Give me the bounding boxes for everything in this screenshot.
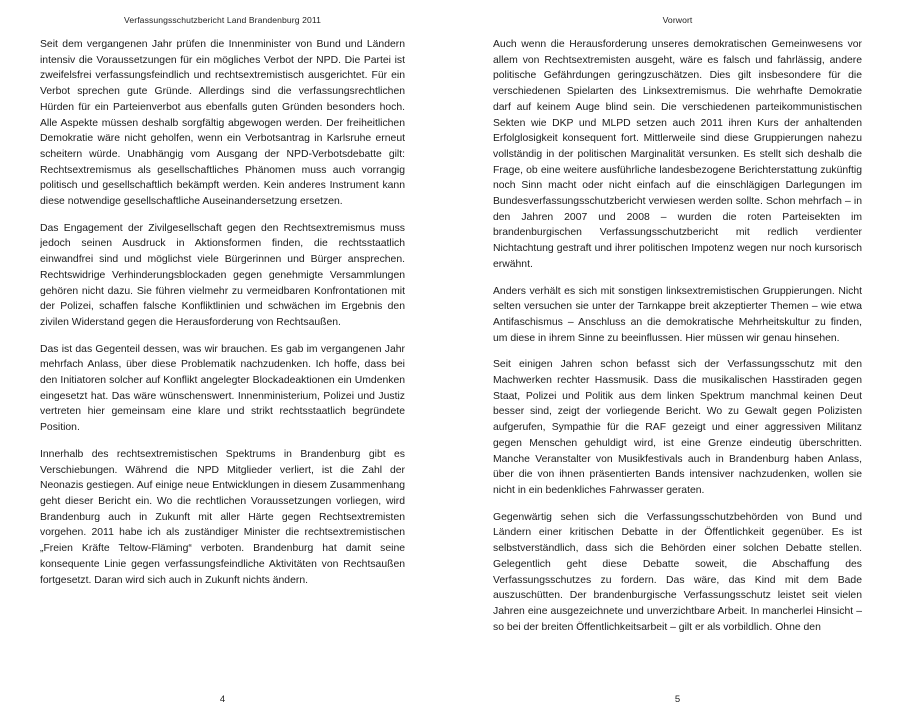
paragraph: Seit einigen Jahren schon befasst sich der Verfassungsschutz mit den Machwerken rechter Hassmusik. Dass die musikalischen Hasstiraden gegen Staat, Polizei und Politik aus dem linken Spektrum manchmal keinen Deut besser sind, zeigt der vorliegende Bericht. Wo zu Gewalt gegen Polizisten aufgerufen, Sympathie für die RAF gezeigt und einer aggressiven Militanz gegen Menschen gehuldigt wird, ist eine Grenze eindeutig überschritten. Manche Veranstalter von Musikfestivals auch in Brandenburg haben Anlass, über die von ihnen präsentierten Bands intensiver nachzudenken, wollen sie nicht in ein bedenkliches Fahrwasser geraten. xyxy=(493,359,862,496)
page-number-right: 5 xyxy=(674,694,681,705)
running-header-right: Vorwort xyxy=(662,15,693,25)
paragraph: Anders verhält es sich mit sonstigen linksextremistischen Gruppierungen. Nicht selten versuchen sie unter der Tarnkappe breit akzeptierter Themen – wie etwa Antifaschismus – Anschluss an die demokratische Mehrheitskultur zu finden, um diese in ihrem Sinne zu beeinflussen. Hier müssen wir genau hinsehen. xyxy=(493,285,862,344)
paragraph: Auch wenn die Herausforderung unseres demokratischen Gemeinwesens vor allem von Rechtsextremisten ausgeht, wäre es falsch und fahrlässig, andere politische Gefährdungen geringzuschätzen. Dies gilt insbesondere für die verschiedenen Spielarten des Linksextremismus. Die wehrhafte Demokratie darf auf keinem Auge blind sein. Die verschiedenen parteikommunistischen Sekten wie DKP und MLPD setzen auch 2011 ihren Kurs der anhaltenden Erfolglosigkeit konsequent fort. Mittlerweile sind diese Gruppierungen nahezu vollständig in der politischen Marginalität versunken. Es stellt sich deshalb die Frage, ob eine weitere ausführliche landesbezogene Berichterstattung zukünftig noch Sinn macht oder nicht einfach auf die einschlägigen Darlegungen im Bundesverfassungsschutzbericht verwiesen werden sollte. Schon mehrfach – in den Jahren 2007 und 2008 – wurden die roten Parteisekten im brandenburgischen Verfassungsschutzbericht mit redlich verdienter Nichtachtung gestraft und ihrer politischen Impotenz wegen nur noch kursorisch erwähnt. xyxy=(493,39,862,270)
page-body-left xyxy=(40,37,405,692)
page-body-right xyxy=(493,37,862,692)
paragraph: Gegenwärtig sehen sich die Verfassungsschutzbehörden von Bund und Ländern einer kritischen Debatte in der Öffentlichkeit gegenüber. Es ist selbstverständlich, dass sich die Behörden einer solchen Debatte stellen. Gelegentlich geht diese Debatte soweit, die Abschaffung des Verfassungsschutzes zu fordern. Das wäre, das Kind mit dem Bade auszuschütten. Der brandenburgische Verfassungsschutz leistet seit vielen Jahren eine ausgezeichnete und unverzichtbare Arbeit. In mancherlei Hinsicht – so bei der breiten Öffentlichkeitsarbeit – gilt er als vorbildlich. Ohne den xyxy=(493,511,862,633)
page-right xyxy=(450,0,900,712)
paragraph: Innerhalb des rechtsextremistischen Spektrums in Brandenburg gibt es Verschiebungen. Während die NPD Mitglieder verliert, ist die Zahl der Neonazis gestiegen. Auf einige neue Entwicklungen in diesem Zusammenhang geht dieser Bericht ein. Wo die rechtlichen Voraussetzungen vorliegen, wird Brandenburg auch in Zukunft mit aller Härte gegen Rechtsextremisten vorgehen. 2011 habe ich als zuständiger Minister die rechtsextremistischen „Freien Kräfte Teltow-Fläming“ verboten. Brandenburg hat damit seine konsequente Linie gegen verfassungsfeindliche Aktivitäten von Rechtsaußen fortgesetzt. Daran wird sich auch in Zukunft nichts ändern. xyxy=(40,448,405,586)
paragraph: Seit dem vergangenen Jahr prüfen die Innenminister von Bund und Ländern intensiv die Voraussetzungen für ein mögliches Verbot der NPD. Die Partei ist zweifelsfrei verfassungsfeindlich und rechtsextremistisch ausgerichtet. Für ein Verbot sprechen gute Gründe. Allerdings sind die verfassungsrechtlichen Hürden für ein Parteienverbot aus ebenfalls guten Gründen besonders hoch. Alle Aspekte müssen deshalb sorgfältig abgewogen werden. Der freiheitlichen Demokratie wäre nicht geholfen, wenn ein Verbotsantrag in Karlsruhe erneut scheitern würde. Unabhängig vom Ausgang der NPD-Verbotsdebatte gilt: Rechtsextremismus als gesellschaftliches Phänomen muss auch vorrangig politisch und gesellschaftlich bekämpft werden. Kein anderes Instrument kann diese notwendige gesellschaftliche Auseinandersetzung ersetzen. xyxy=(40,39,405,208)
running-header-left: Verfassungsschutzbericht Land Brandenburg 2011 xyxy=(124,15,321,25)
page-number-left: 4 xyxy=(219,694,226,705)
paragraph: Das ist das Gegenteil dessen, was wir brauchen. Es gab im vergangenen Jahr mehrfach Anlass, über diese Problematik nachzudenken. Ich hoffe, dass bei den Initiatoren solcher auf Konflikt angelegter Blockadeaktionen ein Umdenken eingesetzt hat. Das wäre wünschenswert. Innenministerium, Polizei und Justiz vertreten hier gemeinsam eine klare und strikt rechtsstaatlich begründete Position. xyxy=(40,343,405,434)
paragraph: Das Engagement der Zivilgesellschaft gegen den Rechtsextremismus muss jedoch seinen Ausdruck in Aktionsformen finden, die rechtsstaatlich einwandfrei sind und möglichst viele Bürgerinnen und Bürger ansprechen. Rechtswidrige Verhinderungsblockaden gegen genehmigte Versammlungen gehören nicht dazu. Sie führen vielmehr zu vermeidbaren Konfrontationen mit der Polizei, schaffen falsche Konfliktlinien und schwächen im Ergebnis den zivilen Widerstand gegen die Herausforderung von Rechtsaußen. xyxy=(40,222,405,328)
